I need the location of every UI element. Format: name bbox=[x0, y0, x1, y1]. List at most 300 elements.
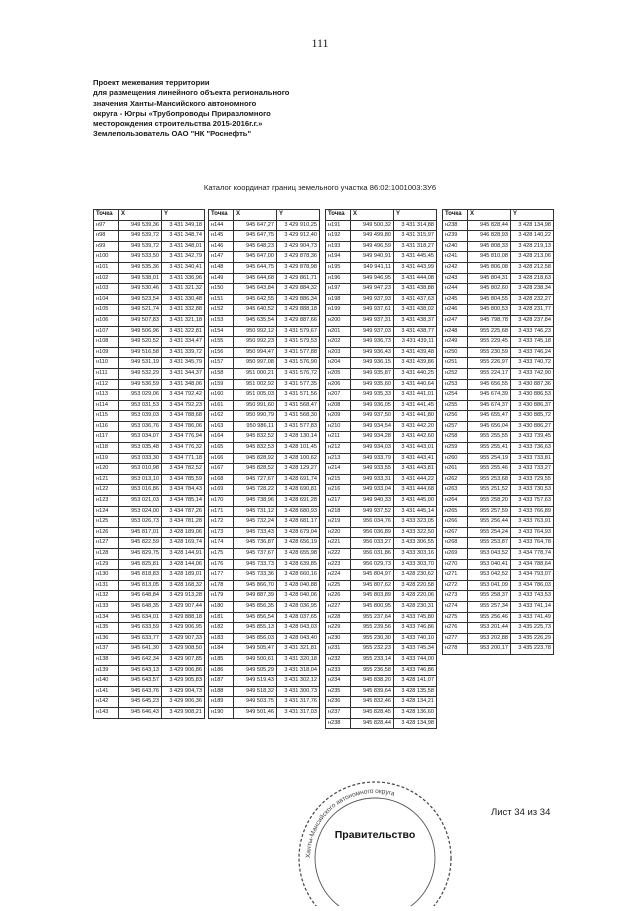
table-row bbox=[326, 262, 437, 273]
y-cell: 3 434 786,03 bbox=[511, 580, 554, 591]
table-row bbox=[326, 633, 437, 644]
x-cell: 949 500,61 bbox=[234, 654, 277, 665]
point-cell: н218 bbox=[326, 506, 351, 517]
point-cell: н250 bbox=[443, 347, 468, 358]
x-cell: 945 728,22 bbox=[234, 485, 277, 496]
y-cell: 3 428 130,14 bbox=[277, 432, 320, 443]
table-row bbox=[209, 220, 320, 231]
x-cell: 953 029,06 bbox=[119, 390, 162, 401]
y-cell: 3 434 792,23 bbox=[162, 400, 205, 411]
point-cell: н251 bbox=[443, 358, 468, 369]
y-cell: 3 431 568,30 bbox=[277, 411, 320, 422]
y-cell: 3 434 778,74 bbox=[511, 549, 554, 560]
x-cell: 949 936,05 bbox=[351, 400, 394, 411]
table-row bbox=[209, 294, 320, 305]
y-cell: 3 429 912,40 bbox=[277, 231, 320, 242]
y-cell: 3 431 340,41 bbox=[162, 262, 205, 273]
x-cell: 945 856,54 bbox=[234, 612, 277, 623]
x-cell: 955 253,68 bbox=[468, 474, 511, 485]
y-cell: 3 431 438,02 bbox=[394, 305, 437, 316]
y-cell: 3 428 168,32 bbox=[162, 580, 205, 591]
point-cell: н202 bbox=[326, 337, 351, 348]
x-cell: 945 640,52 bbox=[234, 305, 277, 316]
point-cell: н172 bbox=[209, 517, 234, 528]
table-row bbox=[94, 252, 205, 263]
point-cell: н191 bbox=[326, 220, 351, 231]
y-cell: 3 431 442,20 bbox=[394, 421, 437, 432]
y-cell: 3 433 323,05 bbox=[394, 517, 437, 528]
point-cell: н182 bbox=[209, 623, 234, 634]
table-row bbox=[326, 718, 437, 729]
table-row bbox=[94, 601, 205, 612]
point-cell: н151 bbox=[209, 294, 234, 305]
y-cell: 3 429 878,36 bbox=[277, 252, 320, 263]
y-cell: 3 428 144,91 bbox=[162, 549, 205, 560]
table-row bbox=[326, 517, 437, 528]
point-cell: н173 bbox=[209, 527, 234, 538]
point-cell: н149 bbox=[209, 273, 234, 284]
y-cell: 3 428 140,22 bbox=[511, 231, 554, 242]
y-cell: 3 431 577,35 bbox=[277, 379, 320, 390]
point-cell: н256 bbox=[443, 411, 468, 422]
y-cell: 3 431 321,18 bbox=[162, 315, 205, 326]
y-cell: 3 431 445,14 bbox=[394, 506, 437, 517]
table-row bbox=[94, 358, 205, 369]
x-cell: 953 039,03 bbox=[119, 411, 162, 422]
x-cell: 945 641,30 bbox=[119, 644, 162, 655]
point-cell: н206 bbox=[326, 379, 351, 390]
x-cell: 945 656,55 bbox=[468, 379, 511, 390]
x-cell: 953 035,48 bbox=[119, 443, 162, 454]
x-cell: 945 855,13 bbox=[234, 623, 277, 634]
y-cell: 3 431 317,03 bbox=[277, 707, 320, 718]
table-row bbox=[94, 453, 205, 464]
point-cell: н129 bbox=[94, 559, 119, 570]
x-cell: 949 937,52 bbox=[351, 506, 394, 517]
x-cell: 955 258,37 bbox=[468, 591, 511, 602]
x-cell: 949 936,15 bbox=[351, 358, 394, 369]
seal-stamp bbox=[292, 766, 458, 906]
point-cell: н229 bbox=[326, 623, 351, 634]
x-cell: 945 828,45 bbox=[351, 707, 394, 718]
y-cell: 3 431 442,60 bbox=[394, 432, 437, 443]
y-cell: 3 435 226,29 bbox=[511, 633, 554, 644]
x-cell: 945 804,55 bbox=[468, 294, 511, 305]
table-row bbox=[443, 305, 554, 316]
y-cell: 3 428 136,60 bbox=[394, 707, 437, 718]
y-cell: 3 433 764,93 bbox=[511, 527, 554, 538]
point-cell: н201 bbox=[326, 326, 351, 337]
y-cell: 3 428 218,63 bbox=[511, 273, 554, 284]
stamp-text: Правительство bbox=[334, 829, 416, 841]
table-row bbox=[94, 421, 205, 432]
point-cell: н157 bbox=[209, 358, 234, 369]
point-cell: н188 bbox=[209, 686, 234, 697]
point-cell: н97 bbox=[94, 220, 119, 231]
x-cell: 945 635,54 bbox=[234, 315, 277, 326]
point-cell: н124 bbox=[94, 506, 119, 517]
x-cell: 949 937,03 bbox=[351, 326, 394, 337]
header-line: Проект межевания территории bbox=[93, 78, 210, 87]
point-cell: н269 bbox=[443, 549, 468, 560]
table-row bbox=[326, 686, 437, 697]
table-row bbox=[443, 358, 554, 369]
x-cell: 945 737,67 bbox=[234, 549, 277, 560]
y-cell: 3 430 886,27 bbox=[511, 421, 554, 432]
x-cell: 945 798,78 bbox=[468, 315, 511, 326]
y-cell: 3 431 440,64 bbox=[394, 379, 437, 390]
point-cell: н164 bbox=[209, 432, 234, 443]
y-cell: 3 429 908,50 bbox=[162, 644, 205, 655]
point-cell: н237 bbox=[326, 707, 351, 718]
table-row bbox=[209, 464, 320, 475]
point-cell: н224 bbox=[326, 570, 351, 581]
y-cell: 3 433 740,10 bbox=[394, 633, 437, 644]
table-row bbox=[209, 517, 320, 528]
x-cell: 951 005,03 bbox=[234, 390, 277, 401]
table-row bbox=[326, 305, 437, 316]
point-cell: н121 bbox=[94, 474, 119, 485]
y-cell: 3 435 223,78 bbox=[511, 644, 554, 655]
y-cell: 3 429 861,71 bbox=[277, 273, 320, 284]
y-cell: 3 431 317,76 bbox=[277, 697, 320, 708]
x-cell: 949 516,58 bbox=[119, 347, 162, 358]
point-cell: н109 bbox=[94, 347, 119, 358]
table-row bbox=[94, 623, 205, 634]
x-cell: 955 229,45 bbox=[468, 337, 511, 348]
x-cell: 949 505,29 bbox=[234, 665, 277, 676]
point-cell: н266 bbox=[443, 517, 468, 528]
table-row bbox=[326, 294, 437, 305]
point-cell: н270 bbox=[443, 559, 468, 570]
x-cell: 945 732,24 bbox=[234, 517, 277, 528]
point-cell: н107 bbox=[94, 326, 119, 337]
x-cell: 949 934,28 bbox=[351, 432, 394, 443]
x-cell: 945 633,59 bbox=[119, 623, 162, 634]
y-cell: 3 434 781,28 bbox=[162, 517, 205, 528]
x-cell: 945 674,37 bbox=[468, 400, 511, 411]
y-cell: 3 431 444,68 bbox=[394, 485, 437, 496]
table-row bbox=[94, 400, 205, 411]
y-cell: 3 429 907,85 bbox=[162, 654, 205, 665]
table-row bbox=[326, 443, 437, 454]
table-row bbox=[94, 697, 205, 708]
point-cell: н175 bbox=[209, 549, 234, 560]
point-cell: н144 bbox=[209, 220, 234, 231]
point-cell: н99 bbox=[94, 241, 119, 252]
x-cell: 955 236,58 bbox=[351, 665, 394, 676]
y-cell: 3 431 571,56 bbox=[277, 390, 320, 401]
table-row bbox=[94, 231, 205, 242]
point-cell: н159 bbox=[209, 379, 234, 390]
table-row bbox=[209, 697, 320, 708]
y-cell: 3 429 907,33 bbox=[162, 633, 205, 644]
x-cell: 950 992,12 bbox=[234, 326, 277, 337]
point-cell: н210 bbox=[326, 421, 351, 432]
y-cell: 3 429 908,21 bbox=[162, 707, 205, 718]
point-cell: н254 bbox=[443, 390, 468, 401]
point-cell: н253 bbox=[443, 379, 468, 390]
x-cell: 953 033,30 bbox=[119, 453, 162, 464]
x-cell: 951 002,92 bbox=[234, 379, 277, 390]
x-cell: 953 042,52 bbox=[468, 570, 511, 581]
y-cell: 3 428 189,01 bbox=[162, 570, 205, 581]
y-cell: 3 428 144,06 bbox=[162, 559, 205, 570]
y-cell: 3 431 576,90 bbox=[277, 358, 320, 369]
x-cell: 949 505,47 bbox=[234, 644, 277, 655]
point-cell: н257 bbox=[443, 421, 468, 432]
table-row bbox=[326, 453, 437, 464]
point-cell: н127 bbox=[94, 538, 119, 549]
table-row bbox=[94, 294, 205, 305]
y-cell: 3 428 220,06 bbox=[394, 591, 437, 602]
point-cell: н194 bbox=[326, 252, 351, 263]
x-cell: 956 031,86 bbox=[351, 549, 394, 560]
table-row bbox=[94, 284, 205, 295]
y-cell: 3 433 746,23 bbox=[511, 326, 554, 337]
x-cell: 950 997,08 bbox=[234, 358, 277, 369]
y-cell: 3 428 680,93 bbox=[277, 506, 320, 517]
table-header-row bbox=[209, 210, 320, 221]
table-row bbox=[209, 284, 320, 295]
table-row bbox=[443, 262, 554, 273]
y-cell: 3 428 043,40 bbox=[277, 633, 320, 644]
table-row bbox=[209, 496, 320, 507]
table-row bbox=[326, 220, 437, 231]
x-cell: 945 634,01 bbox=[119, 612, 162, 623]
table-row bbox=[94, 559, 205, 570]
y-cell: 3 429 884,32 bbox=[277, 284, 320, 295]
y-cell: 3 428 231,77 bbox=[511, 305, 554, 316]
y-cell: 3 434 788,68 bbox=[162, 411, 205, 422]
point-cell: н247 bbox=[443, 315, 468, 326]
table-row bbox=[209, 231, 320, 242]
y-cell: 3 429 904,73 bbox=[277, 241, 320, 252]
y-cell: 3 431 577,88 bbox=[277, 347, 320, 358]
point-cell: н261 bbox=[443, 464, 468, 475]
x-cell: 949 937,93 bbox=[351, 294, 394, 305]
x-cell: 945 828,44 bbox=[468, 220, 511, 231]
table-row bbox=[443, 421, 554, 432]
point-cell: н246 bbox=[443, 305, 468, 316]
y-cell: 3 434 776,32 bbox=[162, 443, 205, 454]
table-row bbox=[326, 707, 437, 718]
x-cell: 949 506,96 bbox=[119, 326, 162, 337]
x-cell: 945 813,05 bbox=[119, 580, 162, 591]
y-cell: 3 428 135,58 bbox=[394, 686, 437, 697]
y-cell: 3 431 438,77 bbox=[394, 326, 437, 337]
y-cell: 3 431 348,06 bbox=[162, 379, 205, 390]
point-cell: н166 bbox=[209, 453, 234, 464]
y-cell: 3 433 733,27 bbox=[511, 464, 554, 475]
point-cell: н221 bbox=[326, 538, 351, 549]
point-cell: н128 bbox=[94, 549, 119, 560]
y-cell: 3 431 438,37 bbox=[394, 315, 437, 326]
x-cell: 945 648,23 bbox=[234, 241, 277, 252]
point-cell: н146 bbox=[209, 241, 234, 252]
point-cell: н115 bbox=[94, 411, 119, 422]
point-cell: н239 bbox=[443, 231, 468, 242]
x-cell: 953 201,44 bbox=[468, 623, 511, 634]
table-row bbox=[209, 506, 320, 517]
y-cell: 3 429 910,25 bbox=[277, 220, 320, 231]
x-cell: 953 036,76 bbox=[119, 421, 162, 432]
x-cell: 945 838,20 bbox=[351, 676, 394, 687]
y-cell: 3 428 189,06 bbox=[162, 527, 205, 538]
y-cell: 3 433 742,90 bbox=[511, 368, 554, 379]
point-cell: н214 bbox=[326, 464, 351, 475]
point-cell: н205 bbox=[326, 368, 351, 379]
y-cell: 3 434 787,26 bbox=[162, 506, 205, 517]
x-cell: 955 226,97 bbox=[468, 358, 511, 369]
y-cell: 3 428 040,88 bbox=[277, 580, 320, 591]
point-cell: н117 bbox=[94, 432, 119, 443]
x-cell: 949 539,72 bbox=[119, 231, 162, 242]
y-cell: 3 433 745,34 bbox=[394, 644, 437, 655]
point-cell: н162 bbox=[209, 411, 234, 422]
table-row bbox=[443, 517, 554, 528]
table-row bbox=[94, 517, 205, 528]
y-cell: 3 431 579,67 bbox=[277, 326, 320, 337]
x-cell: 953 021,03 bbox=[119, 496, 162, 507]
table-row bbox=[326, 337, 437, 348]
table-row bbox=[209, 676, 320, 687]
y-cell: 3 431 445,45 bbox=[394, 252, 437, 263]
point-cell: н168 bbox=[209, 474, 234, 485]
point-cell: н244 bbox=[443, 284, 468, 295]
x-cell: 949 946,95 bbox=[351, 273, 394, 284]
x-cell: 949 933,31 bbox=[351, 474, 394, 485]
point-cell: н167 bbox=[209, 464, 234, 475]
table-row bbox=[94, 485, 205, 496]
x-cell: 955 224,17 bbox=[468, 368, 511, 379]
y-cell: 3 428 100,62 bbox=[277, 453, 320, 464]
table-row bbox=[94, 496, 205, 507]
x-cell: 955 232,23 bbox=[351, 644, 394, 655]
point-cell: н255 bbox=[443, 400, 468, 411]
point-cell: н225 bbox=[326, 580, 351, 591]
point-cell: н163 bbox=[209, 421, 234, 432]
table-row bbox=[326, 464, 437, 475]
point-cell: н272 bbox=[443, 580, 468, 591]
table-row bbox=[326, 358, 437, 369]
coordinates-table-4 bbox=[442, 209, 554, 655]
x-cell: 946 828,93 bbox=[468, 231, 511, 242]
table-row bbox=[94, 464, 205, 475]
point-cell: н231 bbox=[326, 644, 351, 655]
x-cell: 949 940,91 bbox=[351, 252, 394, 263]
x-cell: 945 806,08 bbox=[468, 262, 511, 273]
point-cell: н227 bbox=[326, 601, 351, 612]
y-cell: 3 431 444,08 bbox=[394, 273, 437, 284]
y-cell: 3 430 886,53 bbox=[511, 390, 554, 401]
table-row bbox=[443, 411, 554, 422]
table-row bbox=[94, 241, 205, 252]
table-row bbox=[94, 337, 205, 348]
column-header-y: Y bbox=[511, 210, 554, 221]
x-cell: 950 994,47 bbox=[234, 347, 277, 358]
y-cell: 3 430 887,36 bbox=[511, 379, 554, 390]
x-cell: 949 532,29 bbox=[119, 368, 162, 379]
table-row bbox=[209, 707, 320, 718]
x-cell: 949 519,43 bbox=[234, 676, 277, 687]
y-cell: 3 431 330,48 bbox=[162, 294, 205, 305]
table-row bbox=[443, 241, 554, 252]
y-cell: 3 433 303,16 bbox=[394, 549, 437, 560]
point-cell: н138 bbox=[94, 654, 119, 665]
point-cell: н238 bbox=[326, 718, 351, 729]
x-cell: 949 499,80 bbox=[351, 231, 394, 242]
y-cell: 3 428 101,45 bbox=[277, 443, 320, 454]
header-line: месторождения строительства 2015-2016г.г.» bbox=[93, 119, 263, 129]
point-cell: н258 bbox=[443, 432, 468, 443]
y-cell: 3 431 314,88 bbox=[394, 220, 437, 231]
y-cell: 3 431 320,18 bbox=[277, 654, 320, 665]
y-cell: 3 431 334,47 bbox=[162, 337, 205, 348]
table-row bbox=[209, 612, 320, 623]
x-cell: 945 803,89 bbox=[351, 591, 394, 602]
table-row bbox=[443, 623, 554, 634]
point-cell: н245 bbox=[443, 294, 468, 305]
y-cell: 3 431 441,45 bbox=[394, 400, 437, 411]
point-cell: н189 bbox=[209, 697, 234, 708]
table-row bbox=[209, 315, 320, 326]
y-cell: 3 431 321,32 bbox=[162, 284, 205, 295]
x-cell: 945 818,83 bbox=[119, 570, 162, 581]
x-cell: 955 256,44 bbox=[468, 517, 511, 528]
x-cell: 949 933,79 bbox=[351, 453, 394, 464]
catalog-title: Каталог координат границ земельного участка 86:02:1001003:ЗУ6 bbox=[203, 183, 437, 192]
table-row bbox=[209, 654, 320, 665]
point-cell: н108 bbox=[94, 337, 119, 348]
y-cell: 3 428 169,74 bbox=[162, 538, 205, 549]
table-row bbox=[326, 591, 437, 602]
y-cell: 3 433 733,81 bbox=[511, 453, 554, 464]
y-cell: 3 429 905,83 bbox=[162, 676, 205, 687]
table-header-row bbox=[443, 210, 554, 221]
table-row bbox=[94, 612, 205, 623]
table-row bbox=[443, 432, 554, 443]
y-cell: 3 431 576,72 bbox=[277, 368, 320, 379]
table-row bbox=[94, 686, 205, 697]
table-row bbox=[94, 443, 205, 454]
table-row bbox=[94, 315, 205, 326]
header-line: округа - Югры «Трубопроводы Приразломного bbox=[93, 108, 271, 118]
point-cell: н132 bbox=[94, 591, 119, 602]
table-row bbox=[443, 400, 554, 411]
x-cell: 945 645,23 bbox=[119, 697, 162, 708]
table-row bbox=[443, 368, 554, 379]
point-cell: н190 bbox=[209, 707, 234, 718]
table-row bbox=[326, 559, 437, 570]
point-cell: н165 bbox=[209, 443, 234, 454]
x-cell: 949 934,54 bbox=[351, 421, 394, 432]
y-cell: 3 431 440,25 bbox=[394, 368, 437, 379]
x-cell: 955 233,14 bbox=[351, 654, 394, 665]
y-cell: 3 431 315,97 bbox=[394, 231, 437, 242]
point-cell: н230 bbox=[326, 633, 351, 644]
x-cell: 955 230,30 bbox=[351, 633, 394, 644]
point-cell: н140 bbox=[94, 676, 119, 687]
y-cell: 3 431 445,00 bbox=[394, 496, 437, 507]
table-row bbox=[443, 220, 554, 231]
x-cell: 955 255,55 bbox=[468, 432, 511, 443]
table-row bbox=[94, 305, 205, 316]
x-cell: 949 935,87 bbox=[351, 368, 394, 379]
x-cell: 945 733,36 bbox=[234, 570, 277, 581]
x-cell: 955 255,41 bbox=[468, 443, 511, 454]
column-header-point: Точка bbox=[326, 210, 351, 221]
